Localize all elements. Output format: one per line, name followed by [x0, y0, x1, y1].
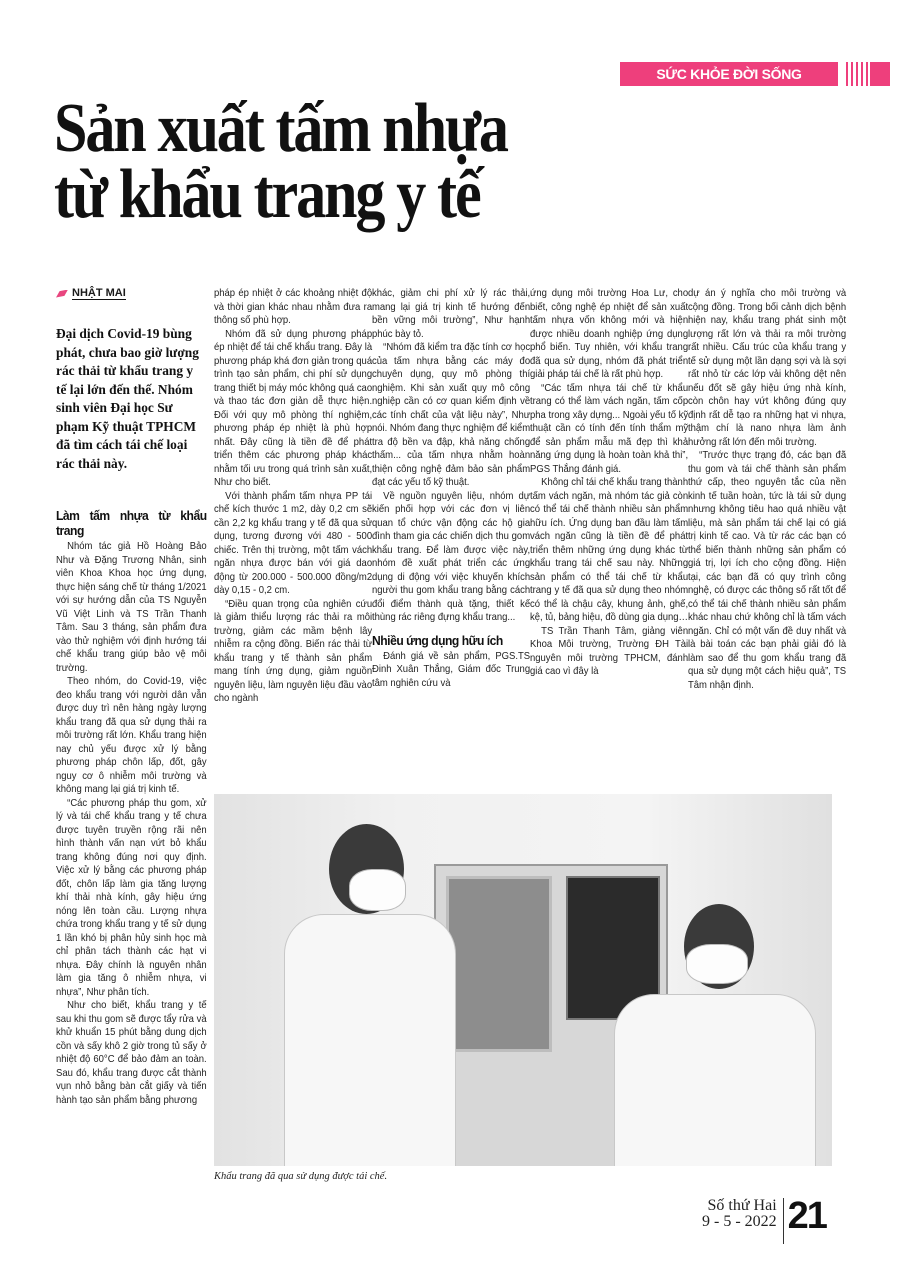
headline-line-2: từ khẩu trang y tế: [54, 156, 480, 233]
student-left: [284, 914, 456, 1166]
section-stripe: [866, 62, 868, 86]
paragraph: Với thành phẩm tấm nhựa PP tái chế kích thước 1 m2, dày 0,2 cm sẽ cần 2,2 kg khẩu trang y tế đã qua sử dụng, tương đương với 480 - 500 chiếc. Trên thị trường, một tấm vách ngăn nhựa được bán với giá dao động từ 200.000 - 500.000 đồng/m2 dày 0,15 - 0,2 cm.: [214, 490, 373, 596]
paragraph: Không chỉ tái chế khẩu trang thành tấm vách ngăn, mà nhóm tác giả còn có thể tái chế thành nhiều sản phẩm hữu ích. Ứng dụng ban đầu làm tấm vách ngăn cũng là tiền đề để phát triển thêm những ứng dụng khác từ khẩu trang tái chế sau này. Những sản phẩm có thể tái chế từ khẩu trang y tế đã qua sử dụng theo nhóm có thể là chậu cây, khung ảnh, ghế, kệ, tủ, bảng hiệu, đồ dùng gia dụng…: [530, 477, 689, 623]
issue-day: Số thứ Hai: [707, 1197, 777, 1214]
paragraph: Như cho biết, khẩu trang y tế sau khi thu gom sẽ được tẩy rửa và khử khuẩn 15 phút bằng dung dịch cồn và sấy khô 2 giờ trong tủ sấy ở nhiệt độ 60°C để bảo đảm an toàn. Sau đó, khẩu trang được cắt thành vụn nhỏ bằng bàn cắt giấy và tiến hành tạo sản phẩm bằng phương: [56, 1000, 207, 1106]
paragraph: Theo nhóm, do Covid-19, việc đeo khẩu trang với người dân vẫn được duy trì nên hàng ngày lượng khẩu trang đã qua sử dụng thải ra môi trường rất lớn. Khẩu trang hiện nay chủ yếu được xử lý bằng phương pháp chôn lấp, đốt, gây nguy cơ ô nhiễm môi trường và không mang lại giá trị kinh tế.: [56, 676, 207, 795]
paragraph: Đánh giá về sản phẩm, PGS.TS Đinh Xuân Thắng, Giám đốc Trung tâm nghiên cứu và: [372, 650, 531, 689]
section-stripe: [856, 62, 858, 86]
paragraph: “Nhóm đã kiểm tra đặc tính cơ học của tấm nhựa bằng các máy đo chuyên dụng, quy mô phòng thí nghiệm. Khi sản xuất quy mô công nghiệp cần có cơ quan kiểm định về các tính chất của vật liệu này”, Như nói. Nhóm đang thực nghiệm để kiểm tra độ bền va đập, khả năng chống thấm... của tấm nhựa nhằm hoàn thiện công nghệ đảm bảo sản phẩm đạt các yếu tố kỹ thuật.: [372, 342, 531, 488]
page-folio: [702, 1195, 826, 1244]
paragraph: Nhóm tác giả Hồ Hoàng Bảo Như và Đặng Trương Nhân, sinh viên Khoa Khoa học ứng dụng, thực hiện sáng chế từ tháng 1/2021 với sự hướng dẫn của TS Nguyễn Vũ Việt Linh và TS Trần Thanh Tâm. Sau 3 tháng, sản phẩm đưa vào thử nghiệm với định hướng tái chế khẩu trang giúp bảo vệ môi trường.: [56, 541, 207, 674]
pen-icon: [56, 290, 68, 298]
byline: [56, 287, 126, 300]
subhead-1: Làm tấm nhựa từ khẩu trang: [56, 508, 207, 538]
section-stripe: [861, 62, 863, 86]
section-stripe: [846, 62, 848, 86]
student-right: [614, 994, 816, 1166]
subhead-2: Nhiều ứng dụng hữu ích: [372, 632, 503, 648]
author-name: NHẬT MAI: [72, 287, 126, 299]
article-column-1: [56, 508, 207, 1107]
paragraph: “Điều quan trọng của nghiên cứu là giảm thiểu lượng rác thải ra môi trường, giảm các mầm bệnh lây nhiễm ra cộng đồng. Biến rác thải từ khẩu trang y tế thành sản phẩm mang tính ứng dụng, giảm nguồn nguyên liệu, làm nguyên liệu đầu vào cho ngành: [214, 598, 373, 704]
paragraph: “Các phương pháp thu gom, xử lý và tái chế khẩu trang y tế chưa được tuyên truyền rộng rãi nên hình thành vấn nạn vứt bỏ khẩu trang không đúng nơi quy định. Việc xử lý bằng các phương pháp đốt, chôn lấp làm gia tăng lượng khí thải nhà kính, gây hiệu ứng nóng lên toàn cầu. Lượng nhựa chứa trong khẩu trang y tế sử dụng 1 lần khó bị phân hủy sinh học mà chỉ phân tách thành các hạt vi nhựa. Đây chính là nguyên nhân làm gia tăng ô nhiễm nhựa, vi nhựa”, Như phân tích.: [56, 797, 207, 998]
article-column-5: [688, 287, 846, 692]
headline-line-1: Sản xuất tấm nhựa: [54, 90, 507, 167]
article-photo: [214, 794, 832, 1166]
paragraph: pháp ép nhiệt ở các khoảng nhiệt độ và thời gian khác nhau nhằm đưa ra thông số phù hợp.: [214, 288, 373, 326]
paragraph: dự án ý nghĩa cho môi trường và cộng đồng. Trong bối cảnh dịch bệnh hiện nay, khẩu trang phát sinh một lượng rất lớn và thải ra môi trường rất nhiều. Cấu trúc của khẩu trang y tế sử dụng một lần dạng sợi và là sợi rất nhỏ từ các lớp vải không dệt nên nếu đốt sẽ gây hiệu ứng nhà kính, còn chôn hay vứt không đúng quy định rất dễ tạo ra những hạt vi nhựa, thậm chí là nano nhựa làm ảnh hưởng rất lớn đến môi trường.: [688, 288, 847, 448]
article-column-3: [372, 287, 530, 690]
issue-date: [702, 1198, 784, 1244]
section-end-block: [870, 62, 890, 86]
section-label: SỨC KHỎE ĐỜI SỐNG: [620, 62, 838, 86]
face-mask: [686, 944, 748, 984]
page-number: 21: [787, 1195, 826, 1237]
section-stripe: [851, 62, 853, 86]
machine-window: [446, 876, 552, 1052]
section-tag: [620, 62, 898, 86]
paragraph: Nhóm đã sử dụng phương pháp ép nhiệt để tái chế khẩu trang. Đây là phương pháp khá đơn giản trong quá trình tạo sản phẩm, chi phí sử dụng trang thiết bị máy móc không quá cao và thao tác đơn giản dễ thực hiện. Đối với quy mô phòng thí nghiệm, phương pháp ép nhiệt là phù hợp nhất. Đây cũng là tiền đề để phát triển thêm các phương pháp khác nhằm tối ưu trong quá trình sản xuất, Như cho biết.: [214, 328, 373, 488]
headline: [54, 90, 622, 233]
photo-caption: Khẩu trang đã qua sử dụng được tái chế.: [214, 1171, 388, 1182]
paragraph: ứng dụng môi trường Hoa Lư, cho biết, công nghệ ép nhiệt để sản xuất tấm nhựa vốn không mới và hiện được nhiều doanh nghiệp ứng dụng phổ biến. Tuy nhiên, với khẩu trang đã qua sử dụng, nhóm đã phát triển giải pháp tái chế là rất phù hợp.: [530, 288, 689, 380]
face-mask: [349, 869, 406, 911]
issue-date-value: 9 - 5 - 2022: [702, 1213, 777, 1230]
paragraph: TS Trần Thanh Tâm, giảng viên Khoa Môi trường, Trường ĐH Tài nguyên môi trường TPHCM, đánh giá cao vì đây là: [530, 625, 689, 677]
lead-paragraph: Đại dịch Covid-19 bùng phát, chưa bao giờ lượng rác thải từ khẩu trang y tế lại lớn đến thế. Nhóm sinh viên Đại học Sư phạm Kỹ thuật TPHCM đã tìm cách tái chế loại rác thải này.: [56, 326, 199, 471]
article-column-4: [530, 287, 688, 679]
paragraph: Về nguồn nguyên liệu, nhóm dự kiến phối hợp với các đơn vị liên quan tổ chức vận động các hộ gia đình tham gia các chiến dịch thu gom khẩu trang. Để làm được việc này, nhóm đề xuất phát triển các ứng dụng di động với việc khuyến khích người thu gom khẩu trang bằng cách đổi điểm thành quà tặng, thiết kế thùng rác riêng đựng khẩu trang...: [372, 490, 531, 623]
article-column-2: [214, 287, 372, 706]
paragraph: “Các tấm nhựa tái chế từ khẩu trang có thể làm vách ngăn, tấm cốp pha trong xây dựng... Ngoài yếu tố kỹ thuật cần có tính đến tính thẩm mỹ để sản phẩm mẫu mã đẹp thì khả năng ứng dụng là hoàn toàn khả thi”, PGS Thắng đánh giá.: [530, 382, 689, 475]
paragraph: “Trước thực trạng đó, các bạn đã thu gom và tái chế thành sản phẩm thứ cấp, theo nguyên tắc của nền kinh tế tuần hoàn, tức là tái sử dụng nhưng không tiêu hao quá nhiều vật liệu, mà sản phẩm tái chế lại có giá trị kinh tế cao. Và từ rác các bạn có thể biến thành những sản phẩm có giá trị, lợi ích cho cộng đồng. Hiện tại, các bạn đã có quy trình công nghệ, có được các thông số rất tốt để có thể tái chế thành nhiều sản phẩm khác nhau chứ không chỉ là tấm vách ngăn. Chỉ có một vấn đề duy nhất và là bài toán các bạn phải giải đó là làm sao để thu gom khẩu trang đã qua sử dụng một cách hiệu quả”, TS Tâm nhận định.: [688, 450, 847, 691]
paragraph: khác, giảm chi phí xử lý rác thải, mang lại giá trị kinh tế hướng đến bền vững môi trường”, Như hạnh phúc bày tỏ.: [372, 288, 531, 340]
